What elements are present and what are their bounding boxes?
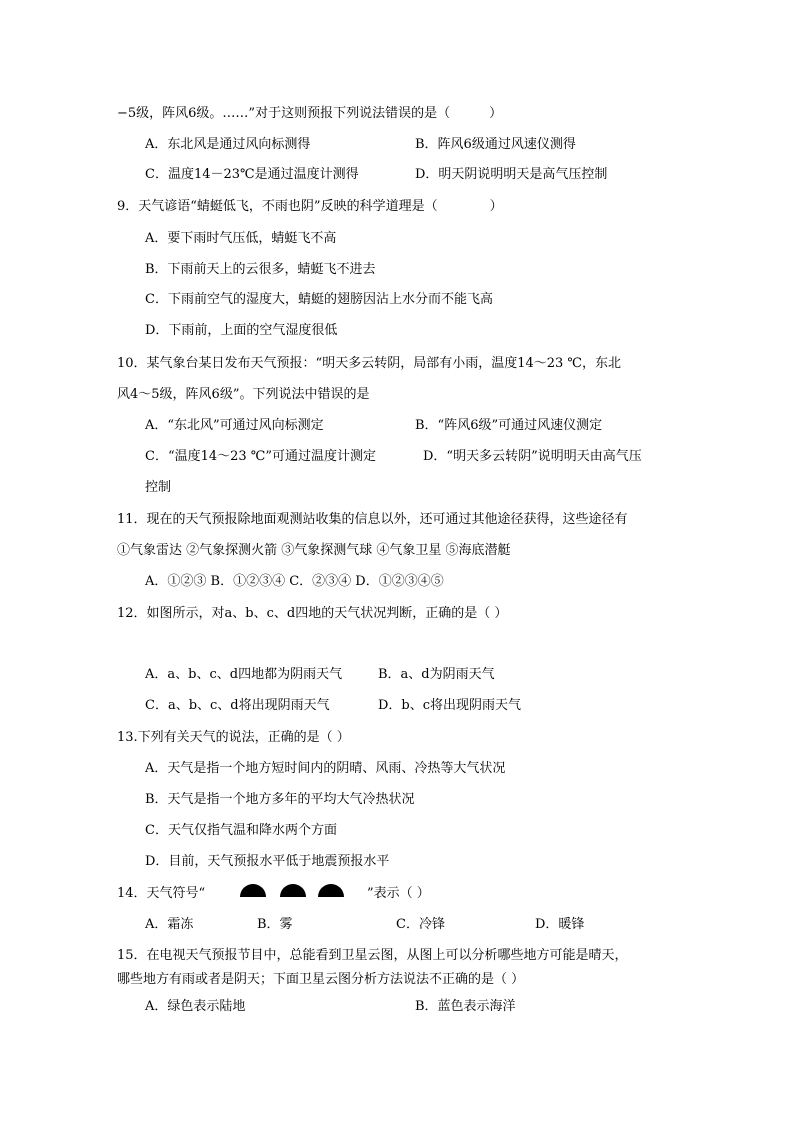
- q11-options: A．①②③ B．①②③④ C．②③④ D．①②③④⑤: [145, 574, 444, 589]
- q12-option-c: C．a、b、c、d将出现阴雨天气: [145, 698, 330, 713]
- q9-option-c: C．下雨前空气的湿度大，蜻蜓的翅膀因沾上水分而不能飞高: [145, 292, 493, 307]
- q8-stem-tail: −5级，阵风6级。……”对于这则预报下列说法错误的是（ ）: [117, 106, 503, 121]
- weather-symbol-semicircle: [318, 884, 344, 897]
- q15-option-b: B．蓝色表示海洋: [415, 999, 516, 1014]
- q10-option-b: B．“阵风6级”可通过风速仪测定: [415, 418, 603, 433]
- q13-option-c: C．天气仅指气温和降水两个方面: [145, 823, 337, 838]
- q11-items: ①气象雷达 ②气象探测火箭 ③气象探测气球 ④气象卫星 ⑤海底潜艇: [117, 543, 511, 558]
- q13-option-a: A．天气是指一个地方短时间内的阴晴、风雨、冷热等大气状况: [145, 761, 506, 776]
- q14-stem: 14．天气符号“: [117, 886, 206, 901]
- q8-option-d: D．明天阴说明明天是高气压控制: [415, 167, 608, 182]
- q9-option-a: A．要下雨时气压低，蜻蜓飞不高: [145, 231, 337, 246]
- q12-option-a: A．a、b、c、d四地都为阴雨天气: [145, 667, 343, 682]
- q10-option-d: D．“明天多云转阴”说明明天由高气压: [423, 449, 642, 464]
- q14-option-d: D．暖锋: [535, 917, 585, 932]
- q13-stem: 13.下列有关天气的说法，正确的是（ ）: [117, 730, 350, 745]
- q11-stem: 11．现在的天气预报除地面观测站收集的信息以外，还可通过其他途径获得，这些途径有: [117, 512, 628, 527]
- q9-stem: 9．天气谚语“蜻蜓低飞，不雨也阴”反映的科学道理是（ ）: [117, 199, 503, 214]
- weather-symbol-semicircle: [280, 884, 306, 897]
- q13-option-b: B．天气是指一个地方多年的平均大气冷热状况: [145, 792, 415, 807]
- q8-option-c: C．温度14－23℃是通过温度计测得: [145, 167, 359, 182]
- q14-option-c: C．冷锋: [396, 917, 445, 932]
- q15-option-a: A．绿色表示陆地: [145, 999, 246, 1014]
- q10-stem: 10．某气象台某日发布天气预报：“明天多云转阴，局部有小雨，温度14～23 ℃，东北: [117, 356, 621, 371]
- q14-option-a: A．霜冻: [145, 917, 194, 932]
- q9-option-b: B．下雨前天上的云很多，蜻蜓飞不进去: [145, 262, 376, 277]
- q10-option-a: A．“东北风”可通过风向标测定: [145, 418, 324, 433]
- q10-option-c: C．“温度14～23 ℃”可通过温度计测定: [145, 449, 376, 464]
- q8-option-b: B．阵风6级通过风速仪测得: [415, 137, 576, 152]
- q12-stem: 12．如图所示，对a、b、c、d四地的天气状况判断，正确的是（ ）: [117, 606, 508, 621]
- q12-option-b: B．a、d为阴雨天气: [378, 667, 495, 682]
- q13-option-d: D．目前，天气预报水平低于地震预报水平: [145, 854, 390, 869]
- q12-option-d: D．b、c将出现阴雨天气: [378, 698, 522, 713]
- q8-option-a: A．东北风是通过风向标测得: [145, 137, 311, 152]
- q14-option-b: B．雾: [257, 917, 293, 932]
- q9-option-d: D．下雨前，上面的空气湿度很低: [145, 323, 338, 338]
- q10-option-d-cont: 控制: [145, 480, 172, 495]
- q15-stem: 15．在电视天气预报节目中，总能看到卫星云图，从图上可以分析哪些地方可能是晴天，: [117, 948, 628, 963]
- q14-stem-end: ”表示（ ）: [367, 886, 430, 901]
- q10-stem-2: 风4～5级，阵风6级”。下列说法中错误的是: [117, 387, 370, 402]
- weather-symbol-semicircle: [240, 884, 266, 897]
- q15-stem-2: 哪些地方有雨或者是阴天；下面卫星云图分析方法说法不正确的是（ ）: [117, 972, 525, 987]
